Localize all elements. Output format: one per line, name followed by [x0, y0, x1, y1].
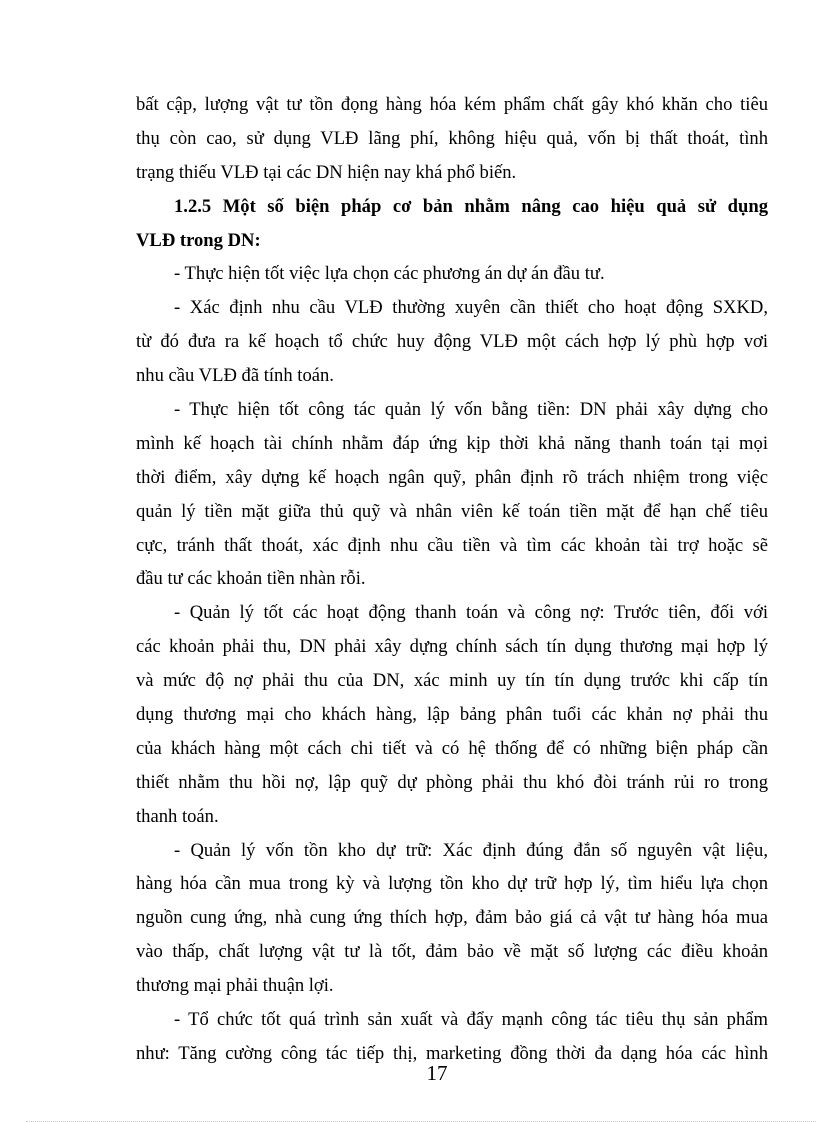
text-line: như: Tăng cường công tác tiếp thị, marketing đồng thời đa dạng hóa các hình	[136, 1042, 768, 1064]
section-heading: 1.2.5 Một số biện pháp cơ bản nhằm nâng cao hiệu quả sử dụng	[174, 195, 768, 217]
text-line: quản lý tiền mặt giữa thủ quỹ và nhân viên kế toán tiền mặt để hạn chế tiêu	[136, 500, 768, 522]
page-number: 17	[426, 1061, 448, 1085]
text-line: thanh toán.	[136, 805, 219, 827]
section-heading: VLĐ trong DN:	[136, 229, 261, 251]
text-line: trạng thiếu VLĐ tại các DN hiện nay khá phổ biến.	[136, 161, 517, 183]
text-line: của khách hàng một cách chi tiết và có hệ thống để có những biện pháp cần	[136, 737, 768, 759]
text-line: - Quản lý tốt các hoạt động thanh toán và công nợ: Trước tiên, đối với	[174, 602, 768, 624]
text-line: và mức độ nợ phải thu của DN, xác minh uy tín tín dụng trước khi cấp tín	[136, 670, 768, 692]
text-line: dụng thương mại cho khách hàng, lập bảng phân tuổi các khản nợ phải thu	[136, 704, 768, 726]
page-divider	[26, 1121, 816, 1122]
text-line: - Quản lý vốn tồn kho dự trữ: Xác định đúng đắn số nguyên vật liệu,	[174, 839, 768, 861]
text-line: đầu tư các khoản tiền nhàn rỗi.	[136, 568, 366, 590]
text-line: cực, tránh thất thoát, xác định nhu cầu tiền và tìm các khoản tài trợ hoặc sẽ	[136, 534, 768, 556]
text-line: hàng hóa cần mua trong kỳ và lượng tồn kho dự trữ hợp lý, tìm hiểu lựa chọn	[136, 873, 768, 895]
text-line: - Xác định nhu cầu VLĐ thường xuyên cần thiết cho hoạt động SXKD,	[174, 297, 768, 319]
text-line: mình kế hoạch tài chính nhằm đáp ứng kịp thời khả năng thanh toán tại mọi	[136, 432, 768, 454]
text-line: bất cập, lượng vật tư tồn đọng hàng hóa kém phẩm chất gây khó khăn cho tiêu	[136, 94, 768, 115]
text-line: thời điểm, xây dựng kế hoạch ngân quỹ, phân định rõ trách nhiệm trong việc	[136, 466, 768, 488]
text-line: thương mại phải thuận lợi.	[136, 975, 334, 997]
text-line: vào thấp, chất lượng vật tư là tốt, đảm bảo về mặt số lượng các điều khoản	[136, 941, 768, 963]
text-line: - Tổ chức tốt quá trình sản xuất và đẩy mạnh công tác tiêu thụ sản phẩm	[174, 1009, 768, 1031]
text-line: - Thực hiện tốt công tác quản lý vốn bằng tiền: DN phải xây dựng cho	[174, 399, 768, 421]
text-line: nhu cầu VLĐ đã tính toán.	[136, 365, 334, 387]
text-line: thiết nhằm thu hồi nợ, lập quỹ dự phòng phải thu khó đòi tránh rủi ro trong	[136, 771, 768, 793]
text-line: thụ còn cao, sử dụng VLĐ lãng phí, không hiệu quả, vốn bị thất thoát, tình	[136, 127, 768, 149]
page-body	[136, 88, 768, 1071]
text-line: các khoản phải thu, DN phải xây dựng chính sách tín dụng thương mại hợp lý	[136, 636, 768, 658]
text-line: từ đó đưa ra kế hoạch tổ chức huy động VLĐ một cách hợp lý phù hợp vơi	[136, 331, 768, 353]
text-line: nguồn cung ứng, nhà cung ứng thích hợp, đảm bảo giá cả vật tư hàng hóa mua	[136, 907, 768, 929]
text-line: - Thực hiện tốt việc lựa chọn các phương án dự án đầu tư.	[174, 263, 605, 285]
